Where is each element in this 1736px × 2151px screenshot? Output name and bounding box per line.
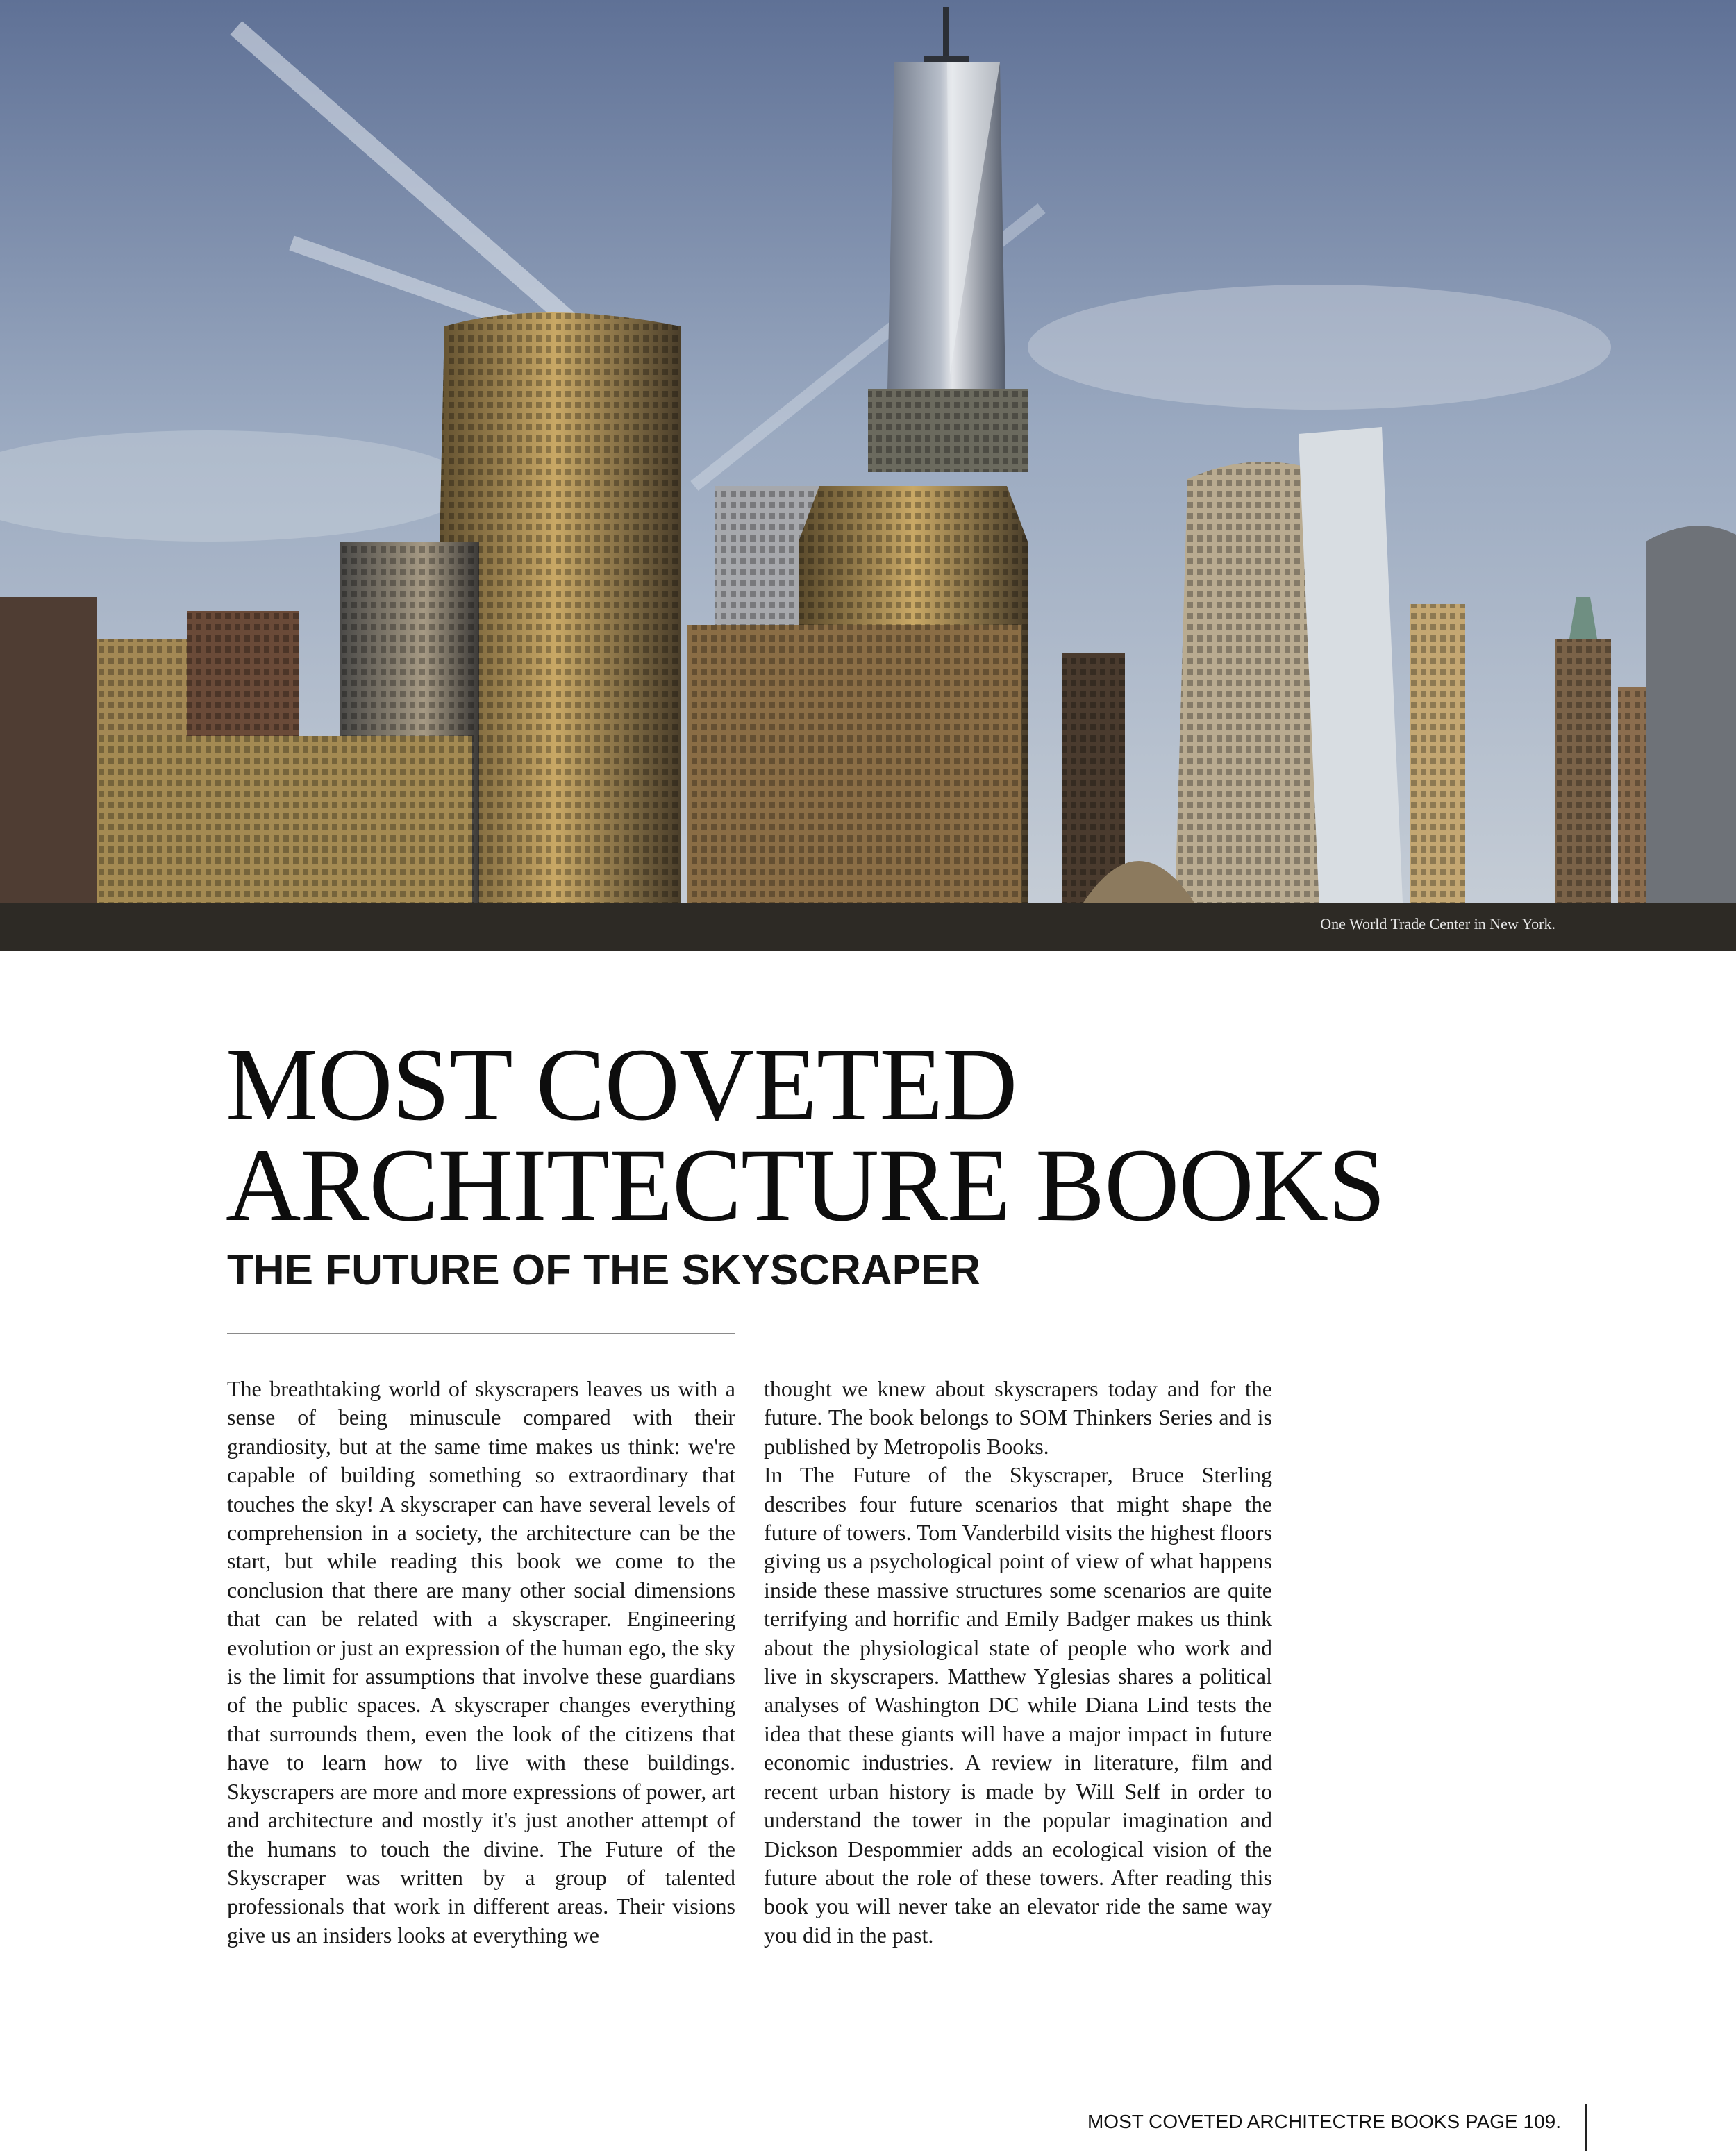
- hero-photo: [0, 0, 1736, 951]
- skyline-illustration: [0, 0, 1736, 951]
- title-line-2: ARCHITECTURE BOOKS: [226, 1128, 1385, 1243]
- paragraph: In The Future of the Skyscraper, Bruce Sterling describes four future scenarios that might shape the future of towers. Tom Vanderbild visits the highest floors giving us a psychological point of view of what happens inside these massive structures some scenarios are quite terrifying and horrific and Emily Badger makes us think about the physiological state of people who work and live in skyscrapers. Matthew Yglesias shares a political analyses of Washington DC while Diana Lind tests the idea that these giants will have a major impact in future economic industries. A review in literature, film and recent urban history is made by Will Self in order to understand the tower in the popular imagination and Dickson Despommier adds an ecological vision of the future about the role of these towers. After reading this book you will never take an elevator ride the same way you did in the past.: [764, 1462, 1272, 1948]
- title-divider: [227, 1333, 735, 1334]
- paragraph: thought we knew about skyscrapers today and for the future. The book belongs to SOM Thinkers Series and is published by Metropolis Books.: [764, 1376, 1272, 1459]
- article-column-right: [764, 1375, 1272, 1950]
- article-title: [226, 1027, 1545, 1243]
- folio-divider: [1585, 2104, 1587, 2151]
- article-column-left: [227, 1375, 735, 1950]
- title-line-1: MOST COVETED: [226, 1027, 1017, 1142]
- paragraph: The breathtaking world of skyscrapers leaves us with a sense of being minuscule compared with their grandiosity, but at the same time makes us think: we're capable of building something so extraordinary that touches the sky! A skyscraper can have several levels of comprehension in a society, the architecture can be the start, but while reading this book we come to the conclusion that there are many other social dimensions that can be related with a skyscraper. Engineering evolution or just an expression of the human ego, the sky is the limit for assumptions that involve these guardians of the public spaces. A skyscraper changes everything that surrounds them, even the look of the citizens that have to learn how to live with these buildings. Skyscrapers are more and more expressions of power, art and architecture and mostly it's just another attempt of the humans to touch the divine. The Future of the Skyscraper was written by a group of talented professionals that work in different areas. Their visions give us an insiders looks at everything we: [227, 1376, 735, 1948]
- page-folio: MOST COVETED ARCHITECTRE BOOKS PAGE 109.: [1087, 2111, 1561, 2132]
- photo-caption: One World Trade Center in New York.: [1320, 915, 1555, 932]
- article-subtitle: THE FUTURE OF THE SKYSCRAPER: [227, 1246, 981, 1294]
